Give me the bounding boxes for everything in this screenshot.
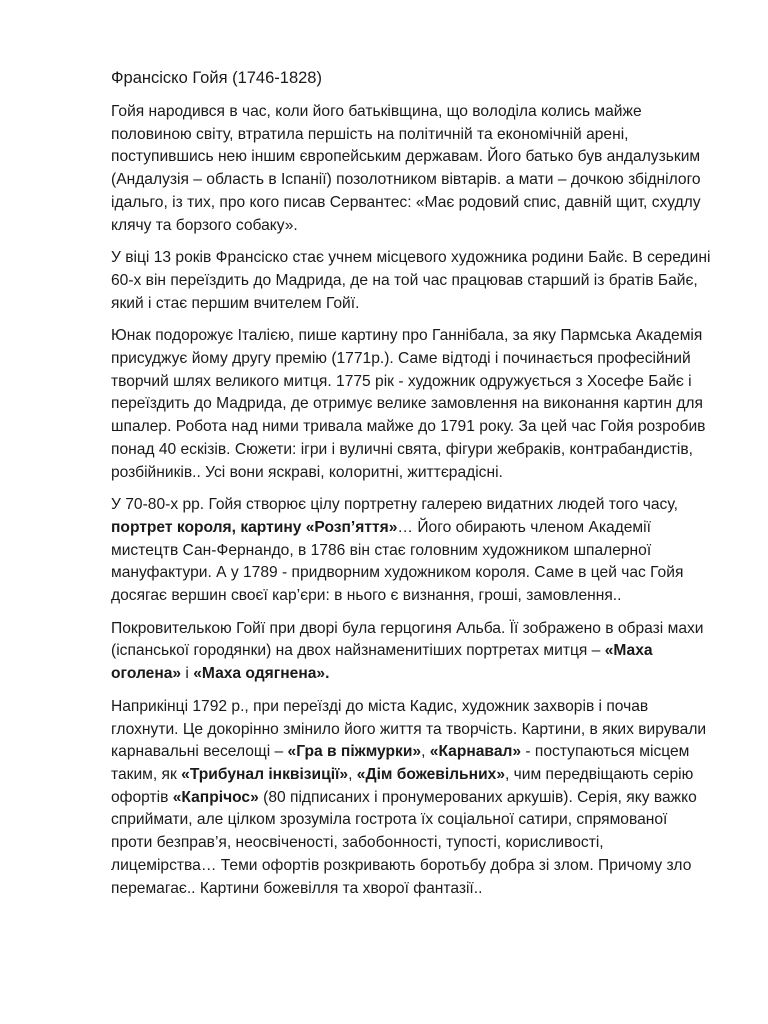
paragraph bbox=[111, 618, 711, 686]
paragraph bbox=[111, 494, 711, 608]
text-segment: Юнак подорожує Італією, пише картину про Ганнібала, за яку Пармська Академія присуджує йому другу премію (1771р.). Саме відтоді і починається професійний творчий шлях великого митця. 1775 рік - художник одружується з Хосефе Байє і переїздить до Мадрида, де отримує велике замовлення на виконання картин для шпалер. Робота над ними тривала майже до 1791 року. За цей час Гойя розробив понад 40 ескізів. Сюжети: ігри і вуличні свята, фігури жебраків, контрабандистів, розбійників.. Усі вони яскраві, колоритні, життєрадісні. bbox=[111, 327, 706, 481]
text-segment: У віці 13 років Франсіско стає учнем місцевого художника родини Байє. В середині 60-х він переїздить до Мадрида, де на той час працював старший із братів Байє, який і стає першим вчителем Гойї. bbox=[111, 249, 711, 312]
text-segment: Гойя народився в час, коли його батьківщина, що володіла колись майже половиною світу, втратила першість на політичній та економічній арені, поступившись нею іншим європейським державам. Його батько був андалузьким (Андалузія – область в Іспанії) позолотником вівтарів. а мати – дочкою збіднілого ідальго, із тих, про кого писав Сервантес: «Має родовий спис, давній щит, схудлу клячу та борзого собаку». bbox=[111, 103, 701, 234]
paragraph bbox=[111, 696, 711, 900]
bold-text-segment: портрет короля, картину «Розп’яття» bbox=[111, 518, 398, 536]
bold-text-segment: «Капрічос» bbox=[172, 788, 259, 806]
text-segment: і bbox=[181, 665, 194, 683]
text-segment: , чим передвіщають серію офортів bbox=[111, 765, 694, 806]
text-segment: (80 підписаних і пронумерованих аркушів). Серія, яку важко сприймати, але цілком зрозуміла гострота їх соціальної сатири, спрямованої проти безправ’я, неосвіченості, забобонності, тупості, корисливості, лицемірства… Теми офортів розкривають боротьбу добра зі злом. Причому зло перемагає.. Картини божевілля та хворої фантазії.. bbox=[111, 788, 697, 897]
bold-text-segment: «Гра в піжмурки» bbox=[287, 743, 422, 761]
text-segment: Наприкінці 1792 р., при переїзді до міста Кадис, художник захворів і почав глохнути. Це докорінно змінило його життя та творчість. Картини, в яких вирували карнавальні веселощі – bbox=[111, 697, 707, 761]
text-segment: … Його обирають членом Академії мистецтв Сан-Фернандо, в 1786 він стає головним художником шпалерної мануфактури. А у 1789 - придворним художником короля. Саме в цей час Гойя досягає вершин своєї кар’єри: в нього є визнання, гроші, замовлення.. bbox=[111, 518, 684, 605]
bold-text-segment: «Маха оголена» bbox=[111, 642, 653, 683]
document-body bbox=[111, 101, 711, 900]
text-segment: , bbox=[348, 765, 357, 783]
bold-text-segment: «Маха одягнена». bbox=[193, 665, 330, 683]
paragraph bbox=[111, 247, 711, 315]
document-page bbox=[111, 66, 711, 910]
paragraph bbox=[111, 325, 711, 484]
bold-text-segment: «Дім божевільних» bbox=[356, 765, 505, 783]
document-title: Франсіско Гойя (1746-1828) bbox=[111, 69, 322, 87]
text-segment: У 70-80-х рр. Гойя створює цілу портретну галерею видатних людей того часу, bbox=[111, 496, 678, 514]
bold-text-segment: «Трибунал інквізиції» bbox=[181, 765, 349, 783]
text-segment: - поступаються місцем таким, як bbox=[111, 743, 690, 783]
bold-text-segment: «Карнавал» bbox=[429, 743, 522, 761]
text-segment: Покровителькою Гойї при дворі була герцогиня Альба. Її зображено в образі махи (іспанської городянки) на двох найзнаменитіших портретах митця – bbox=[111, 619, 704, 660]
paragraph bbox=[111, 101, 711, 237]
text-segment: , bbox=[421, 743, 430, 761]
